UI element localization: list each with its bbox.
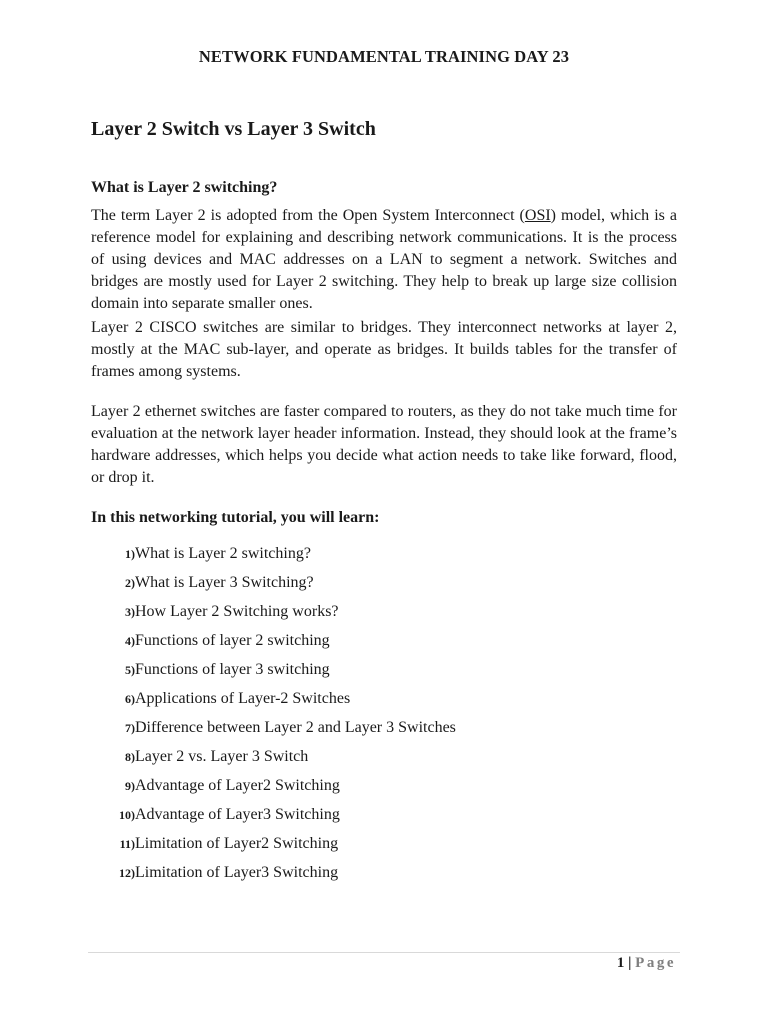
paragraph-cisco: Layer 2 CISCO switches are similar to bridges. They interconnect networks at layer 2, mostly at the MAC sub-layer, and operate as bridges. It builds tables for the transfer of frames among systems.	[91, 319, 677, 380]
list-item	[91, 806, 456, 835]
list-item	[91, 632, 456, 661]
section-heading-tutorial: In this networking tutorial, you will learn:	[91, 509, 380, 526]
list-item-text: Limitation of Layer2 Switching	[135, 835, 339, 852]
list-item-number: 2)	[125, 576, 135, 590]
list-item-number: 8)	[125, 750, 135, 764]
paragraph-osi-start: The term Layer 2 is adopted from the Open System Interconnect (	[91, 207, 525, 224]
list-item	[91, 835, 456, 864]
list-item-number: 9)	[125, 779, 135, 793]
list-item-number: 6)	[125, 692, 135, 706]
list-item-number: 12)	[119, 866, 135, 880]
main-heading: Layer 2 Switch vs Layer 3 Switch	[91, 118, 376, 140]
list-item-text: How Layer 2 Switching works?	[135, 603, 339, 620]
list-item	[91, 748, 456, 777]
osi-link[interactable]: OSI	[524, 207, 551, 224]
footer-divider	[88, 952, 680, 953]
list-item-number: 11)	[119, 837, 135, 851]
list-item	[91, 545, 456, 574]
list-item-number: 4)	[125, 634, 135, 648]
footer-separator: |	[628, 955, 632, 971]
list-item-text: Layer 2 vs. Layer 3 Switch	[135, 748, 309, 765]
paragraph-osi-rest: ) model, which is a reference model for explaining and describing network communications. It is the process of using devices and MAC addresses on a LAN to segment a network. Switches and bridges are mostly used for Layer 2 switching. They help to break up large size collision domain into separate smaller ones.	[91, 207, 677, 312]
list-item-text: Advantage of Layer3 Switching	[135, 806, 340, 823]
page-footer	[617, 955, 676, 972]
list-item-text: Advantage of Layer2 Switching	[135, 777, 340, 794]
list-item-text: What is Layer 3 Switching?	[135, 574, 314, 591]
list-item-text: What is Layer 2 switching?	[135, 545, 311, 562]
list-item-text: Limitation of Layer3 Switching	[135, 864, 339, 881]
list-item	[91, 777, 456, 806]
list-item	[91, 864, 456, 893]
list-item-number: 1)	[125, 547, 135, 561]
list-item	[91, 719, 456, 748]
list-item-number: 5)	[125, 663, 135, 677]
page-label: Page	[635, 955, 676, 971]
list-item	[91, 690, 456, 719]
page-number: 1	[616, 955, 625, 971]
list-item-text: Functions of layer 2 switching	[135, 632, 330, 649]
list-item	[91, 603, 456, 632]
list-item-number: 10)	[119, 808, 135, 822]
tutorial-list	[91, 545, 456, 893]
section-heading-layer2: What is Layer 2 switching?	[91, 179, 278, 196]
list-item-text: Applications of Layer-2 Switches	[135, 690, 351, 707]
list-item-number: 7)	[125, 721, 135, 735]
list-item-text: Difference between Layer 2 and Layer 3 Switches	[135, 719, 456, 736]
paragraph-osi	[91, 205, 677, 315]
list-item-number: 3)	[125, 605, 135, 619]
document-title: NETWORK FUNDAMENTAL TRAINING DAY 23	[198, 47, 570, 66]
list-item	[91, 661, 456, 690]
list-item	[91, 574, 456, 603]
paragraph-ethernet: Layer 2 ethernet switches are faster compared to routers, as they do not take much time for evaluation at the network layer header information. Instead, they should look at the frame’s hardware addresses, which helps you decide what action needs to take like forward, flood, or drop it.	[91, 403, 677, 486]
list-item-text: Functions of layer 3 switching	[135, 661, 330, 678]
